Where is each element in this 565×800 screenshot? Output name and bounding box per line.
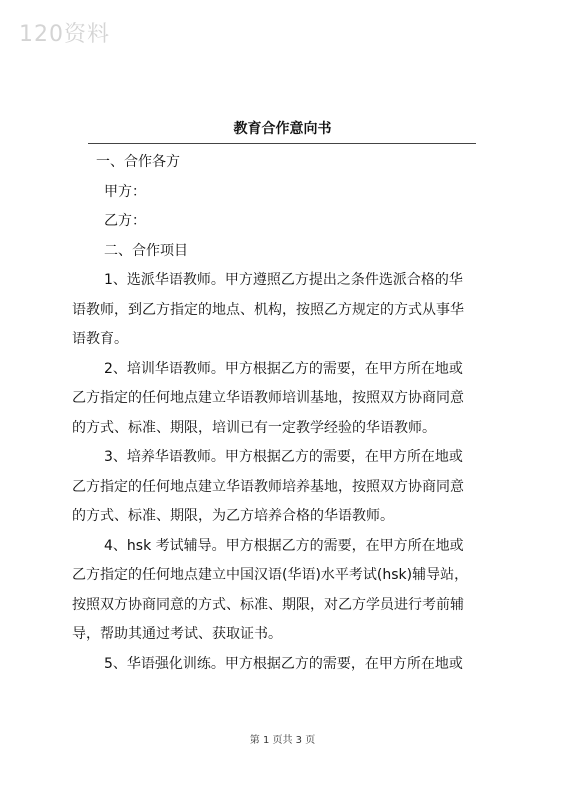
document-title: 教育合作意向书 — [233, 121, 332, 137]
document-body — [72, 148, 512, 679]
paragraph-line: 乙方指定的任何地点建立华语教师培养基地，按照双方协商同意 — [72, 478, 464, 495]
paragraph-line: 乙方指定的任何地点建立中国汉语(华语)水平考试(hsk)辅导站， — [72, 567, 469, 583]
party-b-label: 乙方： — [104, 213, 146, 229]
watermark: 120资料 — [19, 22, 110, 47]
title-divider — [88, 143, 476, 144]
paragraph-line: 3、培养华语教师。甲方根据乙方的需要，在甲方所在地或 — [104, 449, 463, 465]
paragraph-line: 语教师，到乙方指定的地点、机构，按照乙方规定的方式从事华 — [72, 301, 464, 318]
paragraph-line: 的方式、标准、期限，为乙方培养合格的华语教师。 — [72, 508, 394, 524]
section-heading-projects: 二、合作项目 — [104, 242, 188, 259]
page-number-footer: 第 1 页共 3 页 — [249, 735, 316, 746]
party-a-label: 甲方： — [104, 183, 146, 200]
paragraph-line: 5、华语强化训练。甲方根据乙方的需要，在甲方所在地或 — [104, 655, 463, 672]
section-heading-parties: 一、合作各方 — [96, 154, 180, 170]
paragraph-line: 按照双方协商同意的方式、标准、期限，对乙方学员进行考前辅 — [72, 596, 464, 613]
paragraph-line: 导，帮助其通过考试、获取证书。 — [72, 626, 282, 642]
paragraph-line: 语教育。 — [72, 331, 128, 347]
paragraph-line: 1、选派华语教师。甲方遵照乙方提出之条件选派合格的华 — [104, 272, 463, 288]
paragraph-line: 4、hsk 考试辅导。甲方根据乙方的需要，在甲方所在地或 — [104, 537, 464, 554]
paragraph-line: 2、培训华语教师。甲方根据乙方的需要，在甲方所在地或 — [104, 360, 463, 377]
paragraph-line: 乙方指定的任何地点建立华语教师培训基地，按照双方协商同意 — [72, 390, 464, 406]
paragraph-line: 的方式、标准、期限，培训已有一定教学经验的华语教师。 — [72, 419, 436, 436]
